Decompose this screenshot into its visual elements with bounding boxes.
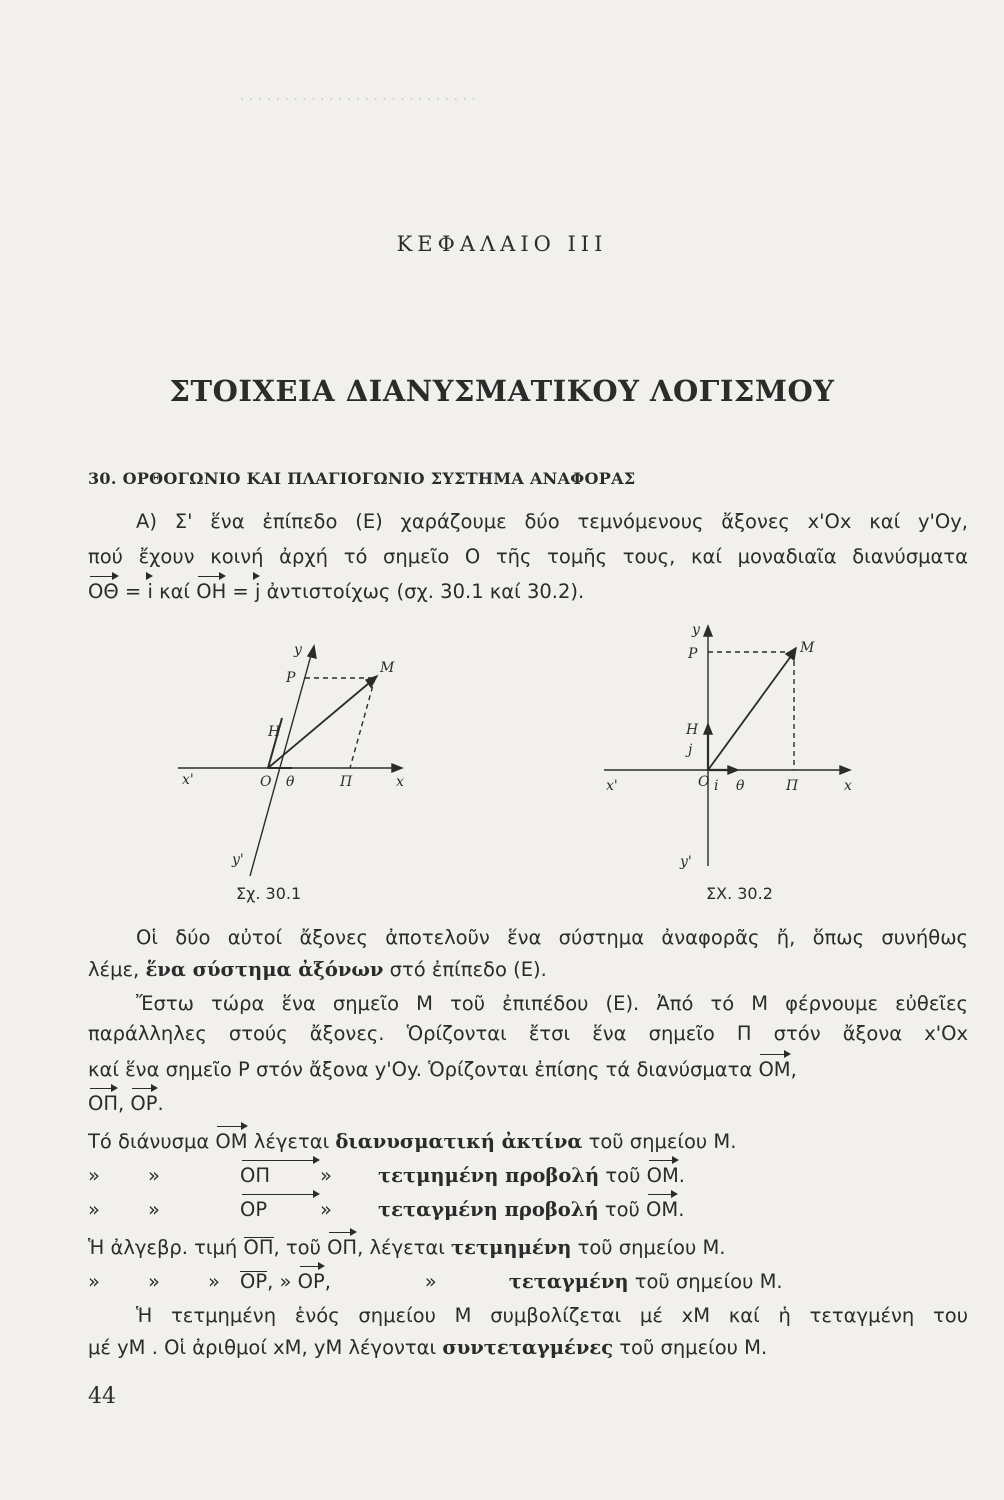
label-h: H: [268, 724, 281, 740]
ditto-mark: »: [148, 1164, 160, 1187]
figure-2-caption: ΣΧ. 30.2: [706, 884, 773, 903]
term-abscissa-projection: τετμημένη προβολή: [378, 1164, 600, 1187]
ditto-mark: »: [88, 1198, 100, 1221]
text-fragment: , τοῦ: [273, 1236, 328, 1259]
ditto-mark: »: [320, 1164, 332, 1187]
vector-op: OP: [240, 1198, 320, 1221]
vector-i: i: [147, 580, 153, 603]
term-ordinate-projection: τεταγμένη προβολή: [378, 1198, 599, 1221]
vector-op: OP: [297, 1270, 325, 1293]
vector-j: j: [254, 580, 261, 603]
figure-oblique-axes: [170, 640, 430, 900]
ditto-mark: »: [320, 1198, 332, 1221]
vector-om: OM: [758, 1058, 791, 1081]
label-y: y: [294, 642, 302, 658]
text-fragment: μέ yM . Οἱ ἀριθμοί xM, yM λέγονται: [88, 1336, 443, 1359]
vector-o-theta: OΘ: [88, 580, 119, 603]
term-axis-system: ἕνα σύστημα ἀξόνων: [145, 958, 384, 981]
bleed-through-text: · · · · · · · · · · · · · · · · · · · · · · · · · · ·: [240, 92, 476, 108]
text-fragment: καί ἕνα σημεῖο Ρ στόν ἄξονα y'Oy. Ὁρίζονται ἐπίσης τά διανύσματα: [88, 1058, 759, 1081]
label-pi: Π: [786, 778, 799, 794]
y-axis-arrow-icon: [308, 646, 316, 658]
body-line-5: [88, 1058, 968, 1081]
vector-om-arrow: [268, 678, 375, 768]
vector-op: OP: [130, 1092, 158, 1115]
vector-j-arrow-icon: [704, 724, 712, 734]
vector-o-h: OH: [196, 580, 227, 603]
vector-om: OM: [646, 1164, 679, 1187]
closing-line-1: Ἡ τετμημένη ἑνός σημείου Μ συμβολίζεται μέ xM καί ἡ τεταγμένη του: [136, 1304, 968, 1327]
definition-line-1: [88, 1130, 968, 1153]
y-axis: [250, 648, 313, 876]
ditto-mark: »: [424, 1270, 437, 1293]
text-fragment: τοῦ σημείου Μ.: [571, 1236, 726, 1259]
text-fragment: τοῦ: [598, 1198, 647, 1221]
vector-o-pi: OΠ: [88, 1092, 119, 1115]
label-theta: θ: [736, 778, 745, 794]
x-axis-arrow-icon: [392, 764, 402, 772]
body-line-6: [88, 1092, 968, 1115]
body-line-1: Οἱ δύο αὐτοί ἄξονες ἀποτελοῦν ἕνα σύστημα ἀναφορᾶς ἤ, ὅπως συνήθως: [136, 926, 968, 949]
text-fragment: , λέγεται: [357, 1236, 452, 1259]
vector-om-arrow: [708, 652, 794, 770]
text-fragment: τοῦ σημείου Μ.: [613, 1336, 768, 1359]
label-j: j: [688, 742, 693, 758]
equals-sign: =: [118, 580, 148, 603]
label-o: O: [260, 774, 272, 790]
vector-om: OM: [646, 1198, 679, 1221]
term-ordinate: τεταγμένη: [508, 1270, 629, 1293]
section-heading: 30. ΟΡΘΟΓΩΝΙΟ ΚΑΙ ΠΛΑΓΙΟΓΩΝΙΟ ΣΥΣΤΗΜΑ ΑΝΑΦΟΡΑΣ: [88, 469, 636, 488]
ditto-mark: »: [88, 1270, 100, 1293]
intro-tail: ἀντιστοίχως (σχ. 30.1 καί 30.2).: [260, 580, 585, 603]
label-x: x: [396, 774, 404, 790]
label-p: P: [688, 646, 698, 662]
body-line-4: παράλληλες στούς ἄξονες. Ὁρίζονται ἔτσι ἕνα σημεῖο Π στόν ἄξονα x'Ox: [88, 1022, 968, 1045]
label-m: M: [800, 640, 815, 656]
label-x: x: [844, 778, 852, 794]
text-fragment: τοῦ σημείου Μ.: [582, 1130, 737, 1153]
label-theta: θ: [286, 774, 295, 790]
label-p: P: [286, 670, 296, 686]
closing-line-2: [88, 1336, 968, 1359]
label-h: H: [686, 722, 699, 738]
body-line-2: [88, 958, 968, 981]
label-x-neg: x': [182, 772, 194, 788]
label-pi: Π: [340, 774, 353, 790]
conjunction: καί: [152, 580, 197, 603]
label-o: O: [698, 774, 710, 790]
text-fragment: τοῦ: [599, 1164, 647, 1187]
intro-line-2: πού ἔχουν κοινή ἀρχή τό σημεῖο Ο τῆς τομῆς τους, καί μοναδιαῖα διανύσματα: [88, 545, 968, 568]
definition-line-5: [88, 1270, 968, 1293]
text-fragment: Ἡ ἀλγεβρ. τιμή: [88, 1236, 244, 1259]
text-fragment: Τό διάνυσμα: [88, 1130, 216, 1153]
figure-1-caption: Σχ. 30.1: [236, 884, 302, 903]
text-fragment: στό ἐπίπεδο (Ε).: [383, 958, 547, 981]
text-fragment: ,: [790, 1058, 797, 1081]
label-i: i: [714, 778, 719, 794]
ditto-mark: »: [88, 1164, 100, 1187]
text-fragment: , »: [267, 1270, 298, 1293]
ditto-mark: »: [148, 1270, 160, 1293]
ditto-mark: »: [148, 1198, 160, 1221]
figure-orthogonal-axes: [590, 618, 870, 880]
ditto-mark: »: [208, 1270, 220, 1293]
y-axis-arrow-icon: [704, 626, 712, 636]
chapter-title: ΣΤΟΙΧΕΙΑ ΔΙΑΝΥΣΜΑΤΙΚΟΥ ΛΟΓΙΣΜΟΥ: [169, 374, 835, 408]
chapter-label: ΚΕΦΑΛΑΙΟ ΙΙΙ: [396, 232, 608, 256]
term-abscissa: τετμημένη: [451, 1236, 572, 1259]
label-y-neg: y': [680, 854, 692, 870]
vector-i-arrow-icon: [728, 766, 738, 774]
text-fragment: λέμε,: [88, 958, 146, 981]
dashed-line-m-pi: [350, 678, 375, 768]
intro-line-3: [88, 580, 968, 603]
term-radius-vector: διανυσματική ἀκτίνα: [335, 1130, 583, 1153]
text-fragment: λέγεται: [247, 1130, 336, 1153]
text-fragment: ,: [324, 1270, 331, 1293]
label-m: M: [380, 660, 395, 676]
label-x-neg: x': [606, 778, 618, 794]
text-fragment: .: [678, 1164, 685, 1187]
definition-line-4: [88, 1236, 968, 1259]
x-axis-arrow-icon: [840, 766, 850, 774]
text-fragment: ,: [118, 1092, 131, 1115]
page-number: 44: [88, 1384, 116, 1409]
text-fragment: τοῦ σημείου Μ.: [628, 1270, 783, 1293]
label-y-neg: y': [232, 852, 244, 868]
equals-sign: =: [226, 580, 255, 603]
label-y: y: [692, 622, 700, 638]
vector-om: OM: [215, 1130, 248, 1153]
definition-line-2: [88, 1164, 968, 1187]
algebraic-value-o-pi: OΠ: [243, 1236, 274, 1259]
text-fragment: .: [157, 1092, 164, 1115]
intro-line-1: Α) Σ' ἕνα ἐπίπεδο (Ε) χαράζουμε δύο τεμνόμενους ἄξονες x'Ox καί y'Oy,: [136, 510, 968, 533]
vector-o-pi: OΠ: [240, 1164, 320, 1187]
algebraic-value-op: OP: [240, 1270, 268, 1293]
text-fragment: .: [678, 1198, 685, 1221]
definition-line-3: [88, 1198, 968, 1221]
term-coordinates: συντεταγμένες: [442, 1336, 614, 1359]
body-line-3: Ἔστω τώρα ἕνα σημεῖο Μ τοῦ ἐπιπέδου (Ε). Ἀπό τό Μ φέρνουμε εὐθεῖες: [136, 992, 968, 1015]
vector-o-pi: OΠ: [327, 1236, 358, 1259]
